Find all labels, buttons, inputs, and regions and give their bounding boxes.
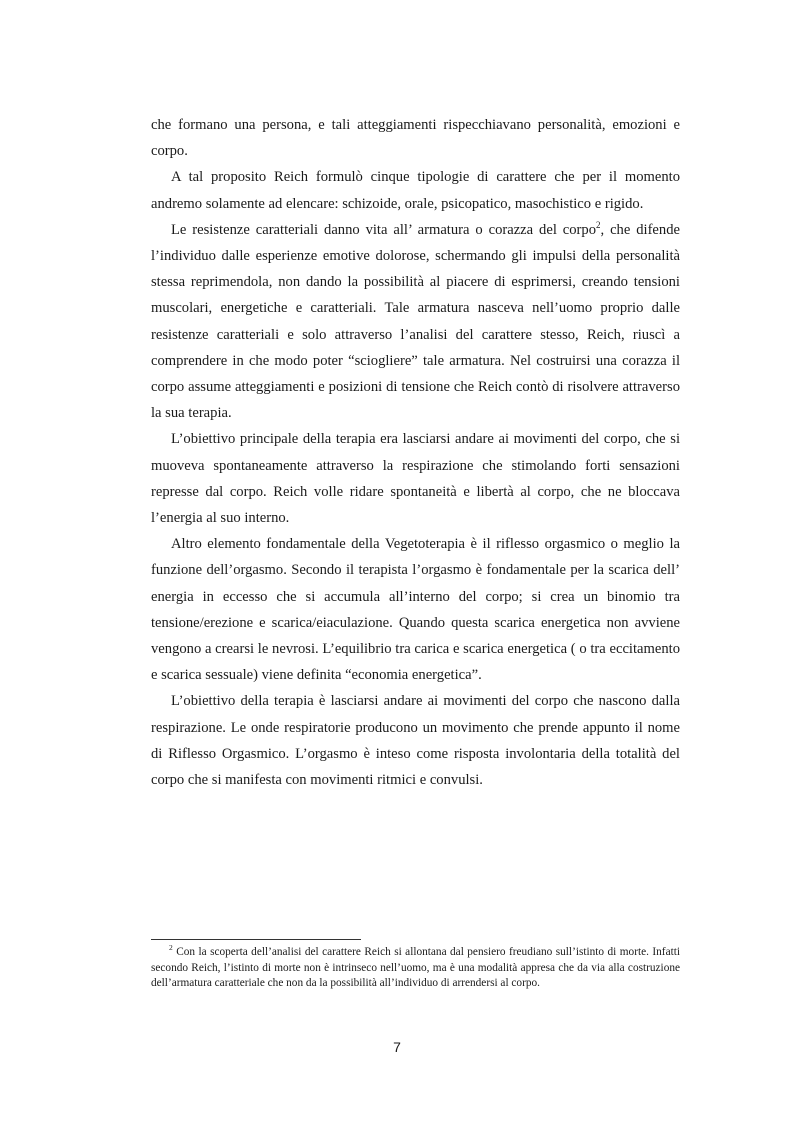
page-number: 7: [393, 1039, 401, 1055]
paragraph-3: [151, 217, 680, 427]
footnote-number: 2: [169, 943, 173, 953]
paragraph-6: L’obiettivo della terapia è lasciarsi andare ai movimenti del corpo che nascono dalla respirazione. Le onde respiratorie producono un movimento che prende appunto il nome di Riflesso Orgasmico. L’orgasmo è inteso come risposta involontaria della totalità del corpo che si manifesta con movimenti ritmici e convulsi.: [151, 693, 680, 789]
footnote-reference: 2: [596, 219, 601, 230]
paragraph-2: A tal proposito Reich formulò cinque tipologie di carattere che per il momento andremo solamente ad elencare: schizoide, orale, psicopatico, masochistico e rigido.: [151, 169, 680, 212]
paragraph-3-text-start: Le resistenze caratteriali danno vita all’ armatura o corazza del corpo: [171, 221, 597, 238]
footnote: [151, 945, 680, 992]
paragraph-3-text-end: , che difende l’individuo dalle esperienze emotive dolorose, schermando gli impulsi della personalità stessa reprimendola, non dando la possibilità al piacere di esprimersi, creando tensioni muscolari, energetiche e caratteriali. Tale armatura nasceva nell’uomo proprio dalle resistenze caratteriali e solo attraverso l’analisi del carattere stesso, Reich, riuscì a comprendere in che modo poter “sciogliere” tale armatura. Nel costruirsi una corazza il corpo assume atteggiamenti e posizioni di tensione che Reich contò di risolvere attraverso la sua terapia.: [151, 221, 680, 422]
paragraph-5: Altro elemento fondamentale della Vegetoterapia è il riflesso orgasmico o meglio la funzione dell’orgasmo. Secondo il terapista l’orgasmo è fondamentale per la scarica dell’ energia in eccesso che si accumula all’interno del corpo; si crea un binomio tra tensione/erezione e scarica/eiaculazione. Quando questa scarica energetica non avviene vengono a crearsi le nevrosi. L’equilibrio tra carica e scarica energetica ( o tra eccitamento e scarica sessuale) viene definita “economia energetica”.: [151, 536, 680, 684]
footnote-text: Con la scoperta dell’analisi del carattere Reich si allontana dal pensiero freudiano sull’istinto di morte. Infatti secondo Reich, l’istinto di morte non è intrinseco nell’uomo, ma è una modalità appresa che da via alla costruzione dell’armatura caratteriale che non da la possibilità all’individuo di arrendersi al corpo.: [151, 946, 680, 990]
paragraph-4: L’obiettivo principale della terapia era lasciarsi andare ai movimenti del corpo, che si muoveva spontaneamente attraverso la respirazione che stimolando forti sensazioni represse dal corpo. Reich volle ridare spontaneità e libertà al corpo, che ne bloccava l’energia al suo interno.: [151, 431, 680, 527]
body-text: [151, 112, 680, 793]
paragraph-1: che formano una persona, e tali atteggiamenti rispecchiavano personalità, emozioni e corpo.: [151, 117, 680, 160]
footnote-separator: [151, 939, 361, 940]
